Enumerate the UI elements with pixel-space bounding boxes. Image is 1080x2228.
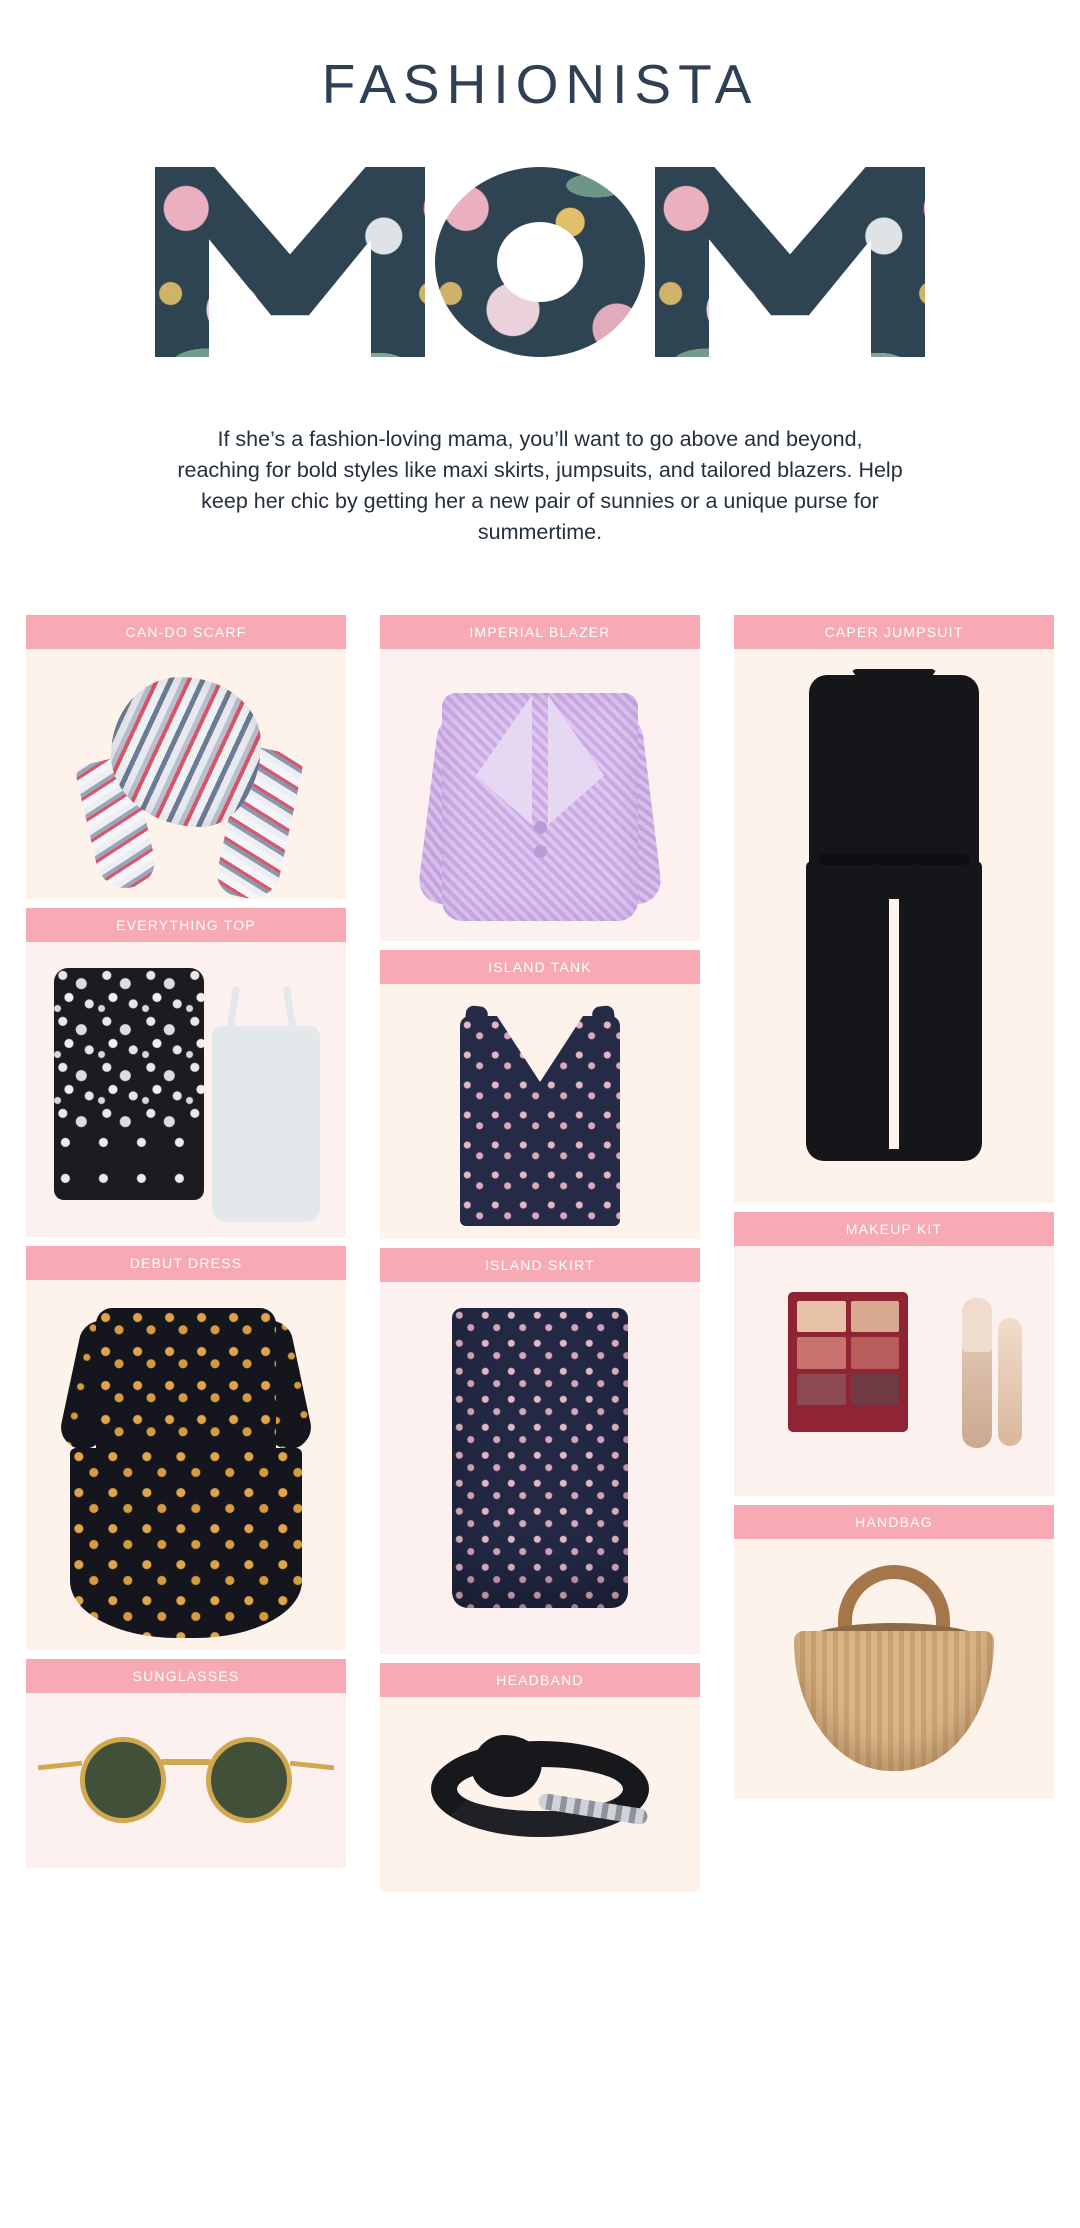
product-image-makeup-kit: [734, 1246, 1054, 1496]
product-card-island-tank[interactable]: [380, 950, 700, 1239]
product-label: SUNGLASSES: [26, 1659, 346, 1693]
product-label: EVERYTHING TOP: [26, 908, 346, 942]
product-label: MAKEUP KIT: [734, 1212, 1054, 1246]
product-image-island-tank: [380, 984, 700, 1239]
product-card-can-do-scarf[interactable]: [26, 615, 346, 899]
product-card-imperial-blazer[interactable]: [380, 615, 700, 941]
product-image-island-skirt: [380, 1282, 700, 1654]
product-card-headband[interactable]: [380, 1663, 700, 1892]
page-title: FASHIONISTA: [321, 53, 759, 115]
product-image-debut-dress: [26, 1280, 346, 1650]
mom-wordmark: [75, 138, 1005, 386]
product-card-sunglasses[interactable]: [26, 1659, 346, 1868]
product-label: CAN-DO SCARF: [26, 615, 346, 649]
product-image-scarf: [26, 649, 346, 899]
product-label: DEBUT DRESS: [26, 1246, 346, 1280]
wordmark-letter-o-hole: [497, 222, 583, 302]
product-card-handbag[interactable]: [734, 1505, 1054, 1799]
product-label: HEADBAND: [380, 1663, 700, 1697]
product-column-3: [734, 615, 1054, 1799]
wordmark-letter-m-left: [155, 167, 425, 357]
product-column-2: [380, 615, 700, 1892]
product-image-headband: [380, 1697, 700, 1892]
wordmark-letter-o: [435, 167, 645, 357]
footer-strip: [0, 2222, 1080, 2228]
product-image-sunglasses: [26, 1693, 346, 1868]
product-label: ISLAND SKIRT: [380, 1248, 700, 1282]
product-image-handbag: [734, 1539, 1054, 1799]
intro-paragraph: If she’s a fashion-loving mama, you’ll want to go above and beyond, reaching for bold styles like maxi skirts, jumpsuits, and tailored blazers. Help keep her chic by getting her a new pair of sunnies or a unique purse for summertime.: [177, 427, 903, 544]
product-label: CAPER JUMPSUIT: [734, 615, 1054, 649]
makeup-pan-grid: [797, 1301, 899, 1405]
wordmark-letter-m-right: [655, 167, 925, 357]
product-card-makeup-kit[interactable]: [734, 1212, 1054, 1496]
product-column-1: [26, 615, 346, 1868]
product-image-everything-top: [26, 942, 346, 1237]
product-image-imperial-blazer: [380, 649, 700, 941]
product-label: ISLAND TANK: [380, 950, 700, 984]
product-card-debut-dress[interactable]: [26, 1246, 346, 1650]
product-image-caper-jumpsuit: [734, 649, 1054, 1203]
product-card-caper-jumpsuit[interactable]: [734, 615, 1054, 1203]
product-label: IMPERIAL BLAZER: [380, 615, 700, 649]
product-card-everything-top[interactable]: [26, 908, 346, 1237]
product-label: HANDBAG: [734, 1505, 1054, 1539]
product-card-island-skirt[interactable]: [380, 1248, 700, 1654]
